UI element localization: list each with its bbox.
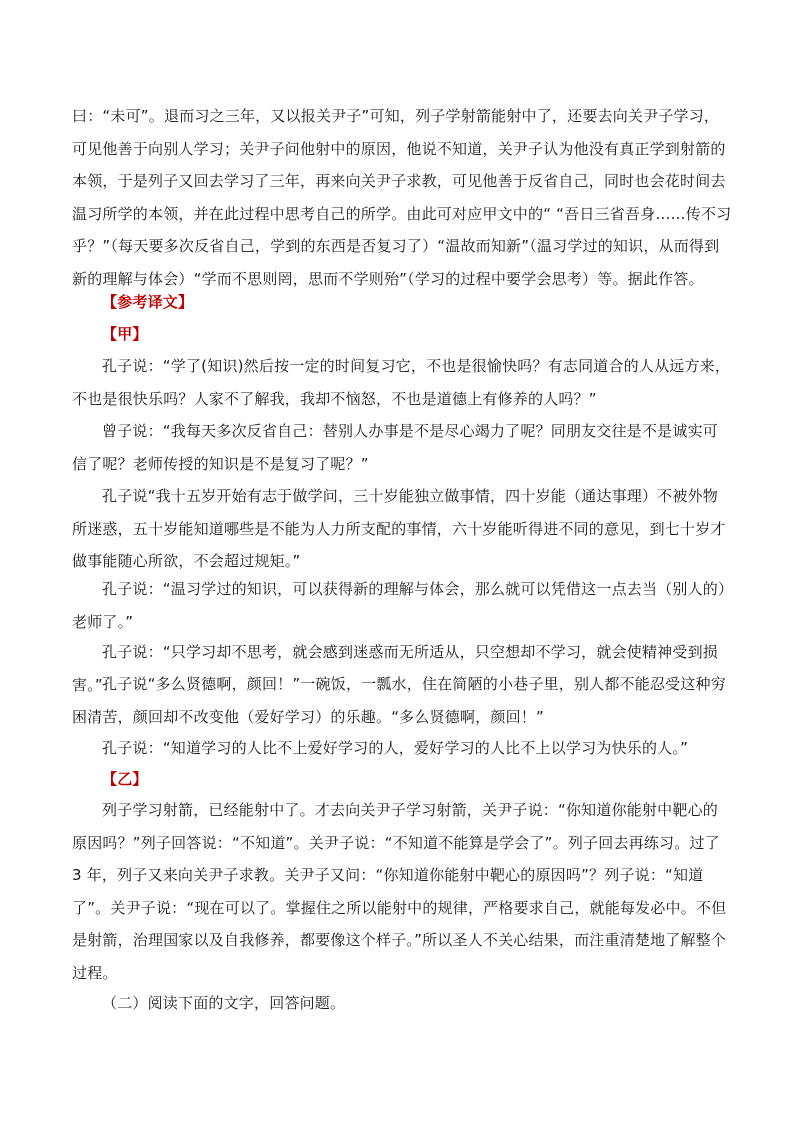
confucius-quote-5: 孔子说“多么贤德啊，颜回！”一碗饭，一瓢水，住在简陋的小巷子里，别人都不能忍受这种穷困清苦，颜回却不改变他（爱好学习）的乐趣。“多么贤德啊，颜回！” xyxy=(72,675,726,726)
section-yi-text: 列子学习射箭，已经能射中了。才去向关尹子学习射箭，关尹子说：“你知道你能射中靶心的原因吗？”列子回答说：“不知道”。关尹子说：“不知道不能算是学会了”。列子回去再练习。过了 3 年，列子又来向关尹子求教。关尹子又问：“你知道你能射中靶心的原因吗”？列子说：“知道了”。关尹子说：“现在可以了。掌握住之所以能射中的规律，严格要求自己，就能每发必中。不但是射箭，治理国家以及自我修养，都要像这个样子。”所以圣人不关心结果，而注重清楚地了解整个过程。 xyxy=(72,801,727,982)
section-yi-heading: 【乙】 xyxy=(102,770,148,788)
zengzi-quote: 曾子说：“我每天多次反省自己：替别人办事是不是尽心竭力了呢？同朋友交往是不是诚实可信了呢？老师传授的知识是不是复习了呢？” xyxy=(72,422,718,473)
analysis-paragraph: 曰：“未可”。退而习之三年，又以报关尹子”可知，列子学射箭能射中了，还要去向关尹子学习，可见他善于向别人学习；关尹子问他射中的原因，他说不知道，关尹子认为他没有真正学到射箭的本领，于是列子又回去学习了三年，再来向关尹子求教，可见他善于反省自己，同时也会花时间去温习所学的本领，并在此过程中思考自己的所学。由此可对应甲文中的“ “吾日三省吾身……传不习乎？”（每天要多次反省自己，学到的东西是否复习了）“温故而知新”（温习学过的知识，从而得到新的理解与体会）“学而不思则罔，思而不学则殆”（学习的过程中要学会思考）等。据此作答。 xyxy=(72,107,732,288)
section-jia-heading: 【甲】 xyxy=(102,325,148,343)
confucius-quote-3: 孔子说：“温习学过的知识，可以获得新的理解与体会，那么就可以凭借这一点去当（别人的）老师了。” xyxy=(72,580,726,631)
confucius-quote-6: 孔子说：“知道学习的人比不上爱好学习的人，爱好学习的人比不上以学习为快乐的人。” xyxy=(102,739,689,757)
reference-translation-heading: 【参考译文】 xyxy=(102,293,194,311)
section-2-instruction: （二）阅读下面的文字，回答问题。 xyxy=(102,994,346,1012)
confucius-quote-2: 孔子说“我十五岁开始有志于做学问，三十岁能独立做事情，四十岁能（通达事理）不被外物所迷惑，五十岁能知道哪些是不能为人力所支配的事情，六十岁能听得进不同的意见，到七十岁才做事能随心所欲，不会超过规矩。” xyxy=(72,487,726,570)
confucius-quote-1: 孔子说：“学了(知识)然后按一定的时间复习它，不也是很愉快吗？有志同道合的人从远方来，不也是很快乐吗？人家不了解我，我却不恼怒，不也是道德上有修养的人吗？” xyxy=(72,357,731,408)
confucius-quote-4: 孔子说：“只学习却不思考，就会感到迷惑而无所适从，只空想却不学习，就会使精神受到损害。” xyxy=(72,643,718,694)
